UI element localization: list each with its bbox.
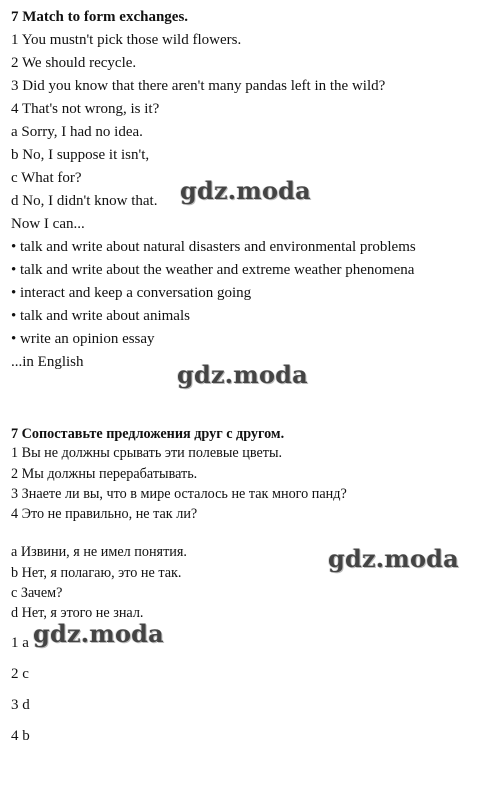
watermark: gdz.moda — [177, 360, 308, 389]
sentence-4-en: 4 That's not wrong, is it? — [11, 101, 160, 117]
answer-d-en: d No, I didn't know that. — [11, 193, 158, 209]
answer-c-ru: c Зачем? — [11, 585, 63, 601]
watermark: gdz.moda — [328, 544, 459, 573]
solution-2: 2 c — [11, 666, 29, 682]
skill-item-3: • interact and keep a conversation going — [11, 285, 252, 301]
skill-item-5: • write an opinion essay — [11, 331, 155, 347]
answer-a-en: a Sorry, I had no idea. — [11, 124, 143, 140]
in-english-label: ...in English — [11, 354, 84, 370]
answer-c-en: c What for? — [11, 170, 82, 186]
sentence-4-ru: 4 Это не правильно, не так ли? — [11, 506, 198, 522]
solution-4: 4 b — [11, 728, 30, 744]
answer-d-ru: d Нет, я этого не знал. — [11, 605, 144, 621]
exercise-heading-en: 7 Match to form exchanges. — [11, 9, 189, 25]
sentence-1-ru: 1 Вы не должны срывать эти полевые цветы. — [11, 445, 283, 461]
skill-item-2: • talk and write about the weather and extreme weather phenomena — [11, 262, 415, 278]
skill-item-1: • talk and write about natural disasters and environmental problems — [11, 239, 416, 255]
answer-a-ru: a Извини, я не имел понятия. — [11, 544, 187, 560]
sentence-1-en: 1 You mustn't pick those wild flowers. — [11, 32, 242, 48]
solution-1: 1 a — [11, 635, 29, 651]
sentence-3-ru: 3 Знаете ли вы, что в мире осталось не так много панд? — [11, 486, 347, 502]
sentence-3-en: 3 Did you know that there aren't many pandas left in the wild? — [11, 78, 386, 94]
sentence-2-ru: 2 Мы должны перерабатывать. — [11, 466, 198, 482]
skill-item-4: • talk and write about animals — [11, 308, 190, 324]
watermark: gdz.moda — [33, 619, 164, 648]
exercise-heading-ru: 7 Сопоставьте предложения друг с другом. — [11, 426, 285, 442]
answer-b-ru: b Нет, я полагаю, это не так. — [11, 565, 182, 581]
answer-b-en: b No, I suppose it isn't, — [11, 147, 150, 163]
solution-3: 3 d — [11, 697, 30, 713]
watermark: gdz.moda — [180, 176, 311, 205]
now-i-can-label: Now I can... — [11, 216, 85, 232]
sentence-2-en: 2 We should recycle. — [11, 55, 137, 71]
